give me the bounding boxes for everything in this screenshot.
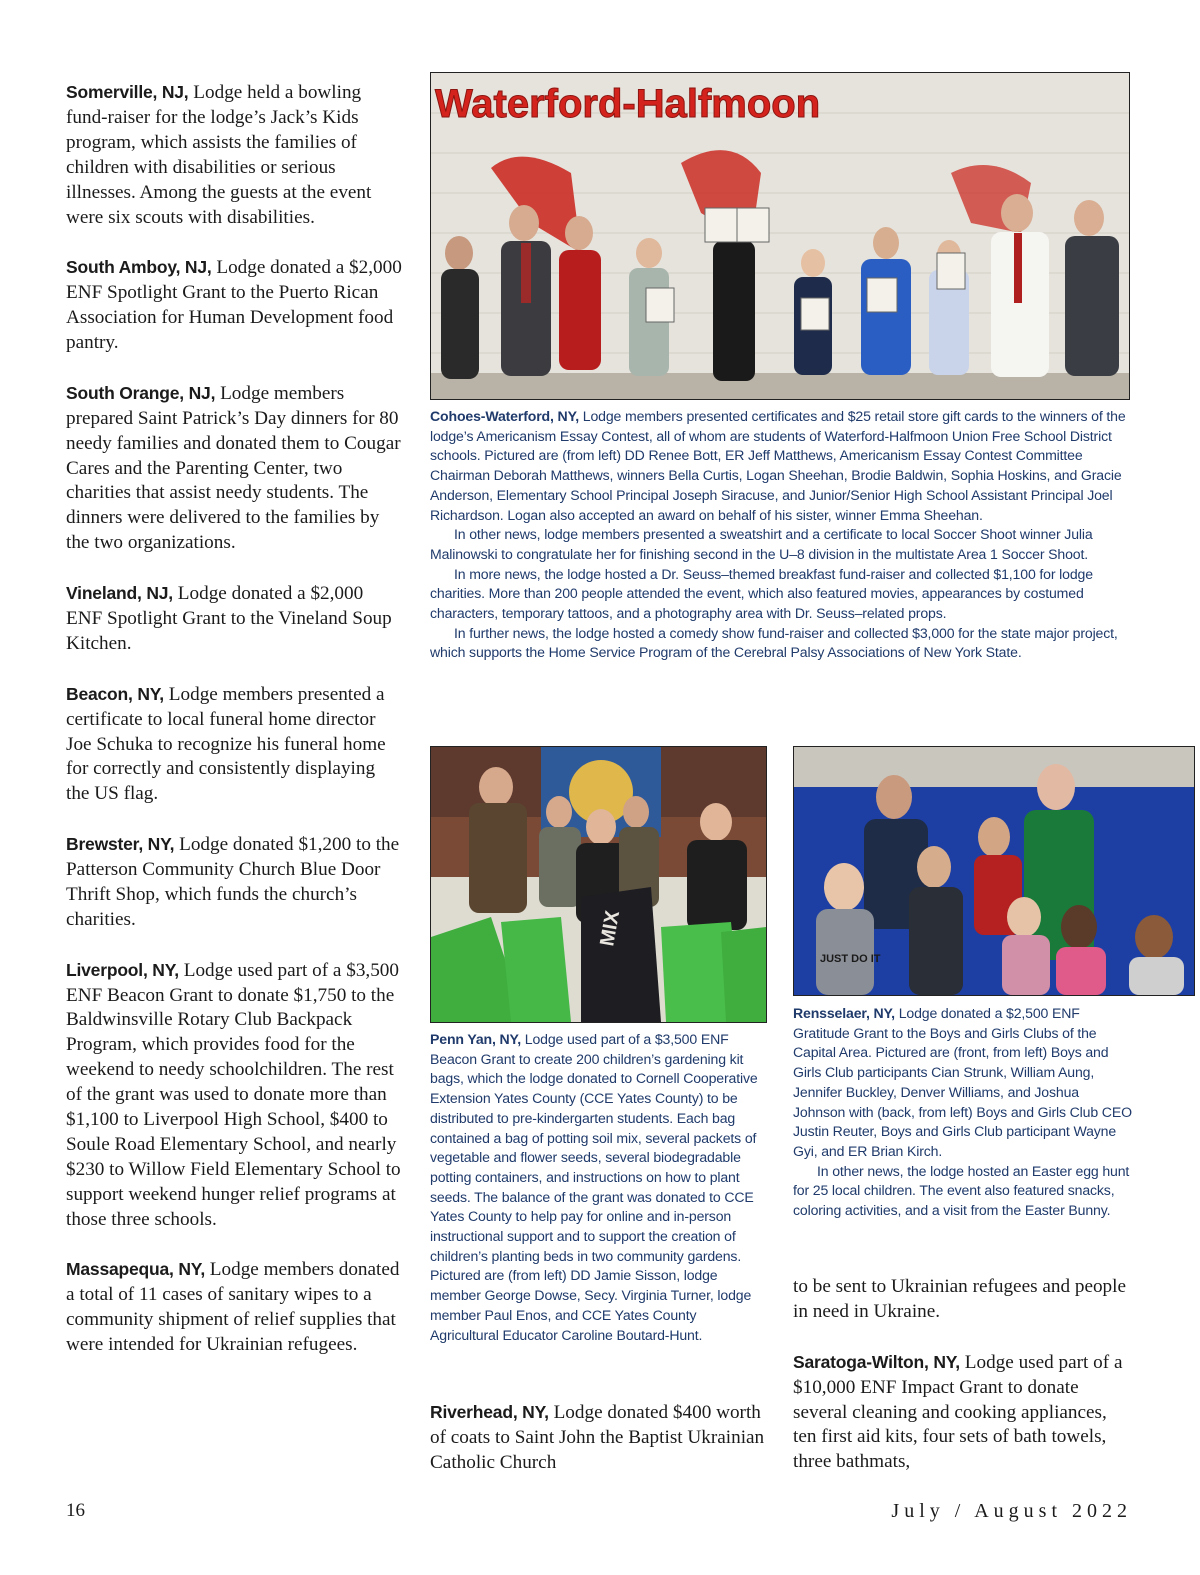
entry-saratoga-wilton [793,1350,1133,1476]
place-name: Vineland, NJ, [66,583,173,604]
place-name: Massapequa, NY, [66,1259,205,1280]
caption-cohoes-waterford [430,407,1130,663]
entry-massapequa [66,1257,402,1358]
caption-para [793,1004,1133,1162]
banner-text: Waterford-Halfmoon [435,82,821,126]
place-name: Liverpool, NY, [66,959,179,980]
entry-text: Lodge members donated a total of 11 cases of sanitary wipes to a community shipment of relief supplies that were intended for Ukrainian refugees. [66,1259,400,1356]
right-column-text [793,1275,1133,1500]
entry-brewster [66,832,402,933]
entry-text: Lodge donated $1,200 to the Patterson Community Church Blue Door Thrift Shop, which funds the church’s charities. [66,834,400,930]
photo-illustration [431,73,1129,399]
photo-rensselaer [793,746,1195,996]
place-name: Cohoes-Waterford, NY, [430,408,580,424]
entry-text: Lodge donated a $2,000 ENF Spotlight Grant to the Vineland Soup Kitchen. [66,583,392,654]
entry-somerville [66,80,402,230]
place-name: South Orange, NJ, [66,382,216,403]
caption-para: In other news, lodge members presented a sweatshirt and a certificate to local Soccer Shoot winner Julia Malinowski to congratulate her for finishing second in the U–8 division in the multistate Area 1 Soccer Shoot. [430,526,1093,562]
place-name: Saratoga-Wilton, NY, [793,1351,960,1372]
photo-illustration [794,747,1194,995]
place-name: Rensselaer, NY, [793,1005,895,1021]
photo-penn-yan [430,746,767,1023]
entry-south-orange [66,381,402,556]
place-name: Penn Yan, NY, [430,1031,522,1047]
entry-vineland [66,581,402,657]
entry-south-amboy [66,255,402,356]
continuation-text: to be sent to Ukrainian refugees and people in need in Ukraine. [793,1276,1126,1322]
entry-text: Lodge used part of a $10,000 ENF Impact Grant to donate several cleaning and cooking appliances, ten first aid kits, four sets of bath towels, three bathmats, [793,1351,1123,1473]
caption-para: In further news, the lodge hosted a comedy show fund-raiser and collected $3,000 for the state major project, which supports the Home Service Program of the Cerebral Palsy Associations of New York State. [430,624,1118,661]
caption-para: In other news, the lodge hosted an Easter egg hunt for 25 local children. The event also featured snacks, coloring activities, and a visit from the Easter Bunny. [793,1162,1130,1219]
entry-riverhead [430,1400,767,1501]
bag-text: MIX [596,909,625,948]
place-name: Somerville, NJ, [66,82,189,102]
photo-cohoes-waterford [430,72,1130,400]
entry-para [430,1400,767,1476]
caption-text: Lodge donated a $2,500 ENF Gratitude Grant to the Boys and Girls Clubs of the Capital Area. Pictured are (front, from left) Boys and Girls Club participants Cian Strunk, William Aung, Jennifer Buckley, Denver Williams, and Joshua Johnson with (back, from left) Boys and Girls Club CEO Justin Reuter, Boys and Girls Club participant Wayne Gyi, and ER Brian Kirch. [793,1005,1132,1159]
entry-text: Lodge donated a $2,000 ENF Spotlight Grant to the Puerto Rican Association for Human Development food pantry. [66,257,402,354]
caption-para [430,407,1130,525]
place-name: Beacon, NY, [66,683,164,704]
left-column [66,80,402,1383]
place-name: Brewster, NY, [66,834,175,855]
photo-illustration [431,747,766,1022]
entry-text: Lodge donated $400 worth of coats to Saint John the Baptist Ukrainian Catholic Church [430,1402,765,1473]
entry-text: Lodge members prepared Saint Patrick’s Day dinners for 80 needy families and donated them to Cougar Cares and the Parenting Center, two charities that assist needy students. The dinners were delivered to the families by the two organizations. [66,382,401,554]
caption-para [430,1030,767,1345]
entry-text: Lodge used part of a $3,500 ENF Beacon Grant to donate $1,750 to the Baldwinsville Rotary Club Backpack Program, which provides food for the weekend to needy schoolchildren. The rest of the grant was used to donate more than $1,100 to Liverpool High School, $400 to Soule Road Elementary School, and nearly $230 to Willow Field Elementary School to support weekend hunger relief programs at those three schools. [66,959,401,1230]
entry-beacon [66,682,402,808]
caption-text: Lodge used part of a $3,500 ENF Beacon Grant to create 200 children’s gardening kit bags, which the lodge donated to Cornell Cooperative Extension Yates County (CCE Yates County) to be distributed to pre-kindergarten students. Each bag contained a bag of potting soil mix, several packets of vegetable and flower seeds, several biodegradable potting containers, and instructions on how to plant seeds. The balance of the grant was donated to CCE Yates County to help pay for online and in-person instructional support and to support the creation of children’s planting beds in two community gardens. Pictured are (from left) DD Jamie Sisson, lodge member George Dowse, Secy. Virginia Turner, lodge member Paul Enos, and CCE Yates County Agricultural Educator Caroline Boutard-Hunt. [430,1031,758,1343]
issue-date: July / August 2022 [891,1500,1132,1522]
place-name: South Amboy, NJ, [66,257,212,278]
entry-liverpool [66,958,402,1233]
page-number: 16 [66,1500,85,1521]
shirt-text: JUST DO IT [820,953,881,965]
place-name: Riverhead, NY, [430,1402,549,1422]
caption-text: Lodge members presented certificates and $25 retail store gift cards to the winners of the lodge’s Americanism Essay Contest, all of whom are students of Waterford-Halfmoon Union Free School District schools. Pictured are (from left) DD Renee Bott, ER Jeff Matthews, Americanism Essay Contest Committee Chairman Deborah Matthews, winners Bella Curtis, Logan Sheehan, Brodie Baldwin, Sophia Hoskins, and Gracie Anderson, Elementary School Principal Joseph Siracuse, and Junior/Senior High School Assistant Principal Joel Richardson. Logan also accepted an award on behalf of his sister, winner Emma Sheehan. [430,408,1126,523]
caption-rensselaer [793,1004,1133,1221]
entry-text: Lodge held a bowling fund-raiser for the lodge’s Jack’s Kids program, which assists the families of children with disabilities or serious illnesses. Among the guests at the event were six scouts with disabilities. [66,82,372,228]
caption-para: In more news, the lodge hosted a Dr. Seuss–themed breakfast fund-raiser and collected $1,100 for lodge charities. More than 200 people attended the event, which also featured movies, appearances by costumed characters, temporary tattoos, and a photography area with Dr. Seuss–related props. [430,565,1093,622]
entry-text: Lodge members presented a certificate to local funeral home director Joe Schuka to recognize his funeral home for correctly and consistently displaying the US flag. [66,683,386,805]
caption-penn-yan [430,1030,767,1345]
